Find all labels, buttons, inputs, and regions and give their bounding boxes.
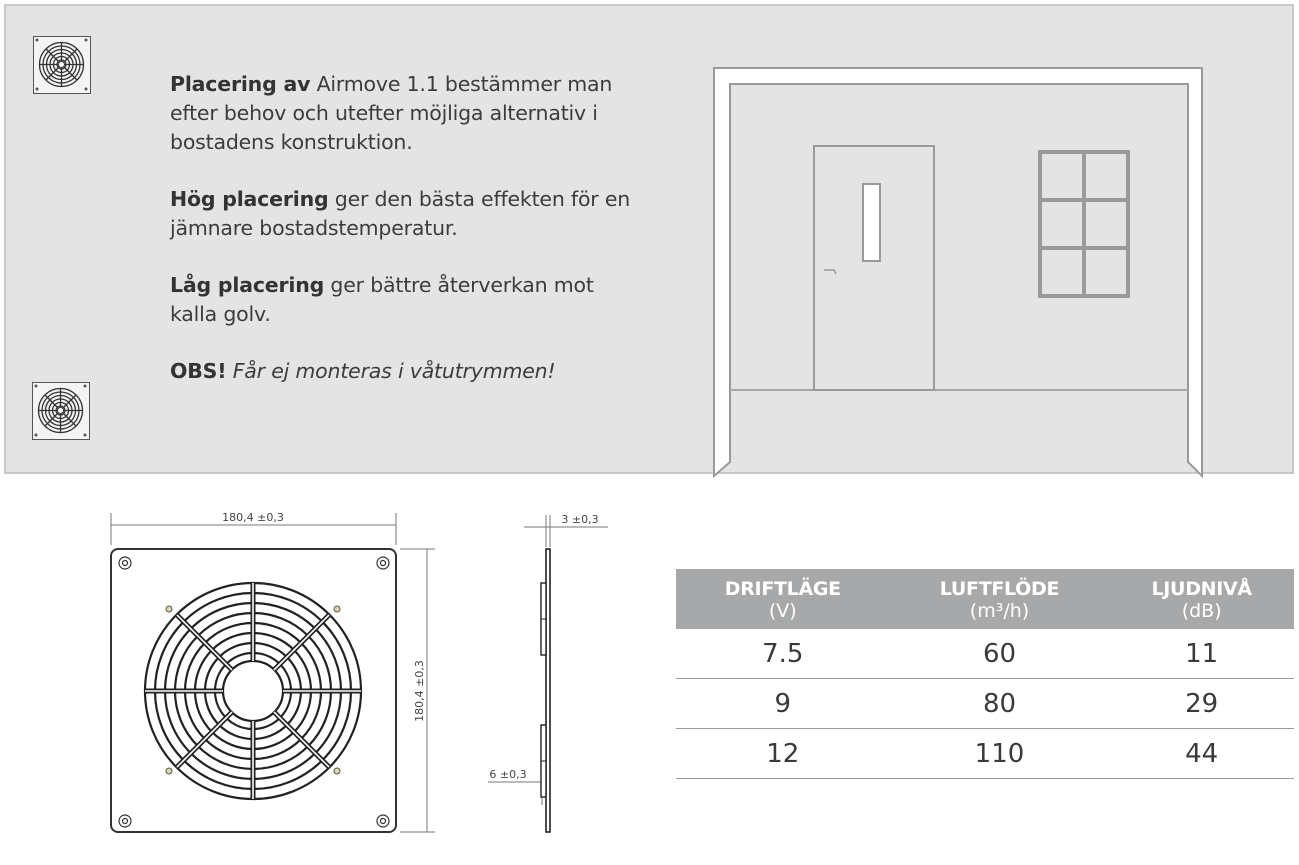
table-cell: 12 — [676, 729, 890, 779]
table-cell: 7.5 — [676, 629, 890, 679]
table-cell: 44 — [1109, 729, 1294, 779]
col-title: LJUDNIVÅ — [1151, 578, 1252, 600]
table-header-row — [676, 569, 1294, 629]
col-header-driftlage — [676, 569, 890, 629]
col-unit: (V) — [768, 600, 797, 622]
high-placement-heading: Hög placering — [170, 187, 329, 211]
fan-grille-icon — [33, 36, 91, 94]
col-header-luftflode — [890, 569, 1110, 629]
low-placement-heading: Låg placering — [170, 273, 325, 297]
width-dimension: 180,4 ±0,3 — [222, 511, 284, 524]
table-row — [676, 629, 1294, 679]
col-unit: (m³/h) — [969, 600, 1030, 622]
high-placement-paragraph — [170, 185, 640, 243]
fan-front-drawing — [105, 505, 445, 845]
fan-side-drawing — [480, 505, 620, 845]
placement-text: Airmove 1.1 bestämmer man efter behov och utefter möjliga alternativ i bostadens konstruktion. — [170, 72, 613, 154]
table-cell: 60 — [890, 629, 1110, 679]
table-row — [676, 679, 1294, 729]
table-row — [676, 729, 1294, 779]
room-illustration — [712, 66, 1208, 478]
col-title: LUFTFLÖDE — [939, 578, 1060, 600]
table-cell: 11 — [1109, 629, 1294, 679]
offset-dimension: 6 ±0,3 — [489, 768, 527, 781]
table-cell: 29 — [1109, 679, 1294, 729]
warning-text: Får ej monteras i våtutrymmen! — [226, 359, 556, 383]
window — [1040, 152, 1128, 296]
col-unit: (dB) — [1181, 600, 1222, 622]
low-placement-text: ger bättre återverkan mot kalla golv. — [170, 273, 594, 326]
warning-paragraph — [170, 357, 640, 386]
col-header-ljudniva — [1109, 569, 1294, 629]
door — [814, 146, 934, 390]
table-cell: 80 — [890, 679, 1110, 729]
placement-heading: Placering av — [170, 72, 311, 96]
high-placement-text: ger den bästa effekten för en jämnare bostadstemperatur. — [170, 187, 631, 240]
table-cell: 9 — [676, 679, 890, 729]
col-title: DRIFTLÄGE — [724, 578, 841, 600]
thickness-dimension: 3 ±0,3 — [561, 513, 599, 526]
spec-table — [676, 569, 1294, 779]
placement-description — [170, 70, 640, 414]
height-dimension: 180,4 ±0,3 — [413, 660, 426, 722]
fan-grille-icon — [32, 382, 90, 440]
table-cell: 110 — [890, 729, 1110, 779]
placement-paragraph — [170, 70, 640, 157]
warning-label: OBS! — [170, 359, 227, 383]
low-placement-paragraph — [170, 271, 640, 329]
